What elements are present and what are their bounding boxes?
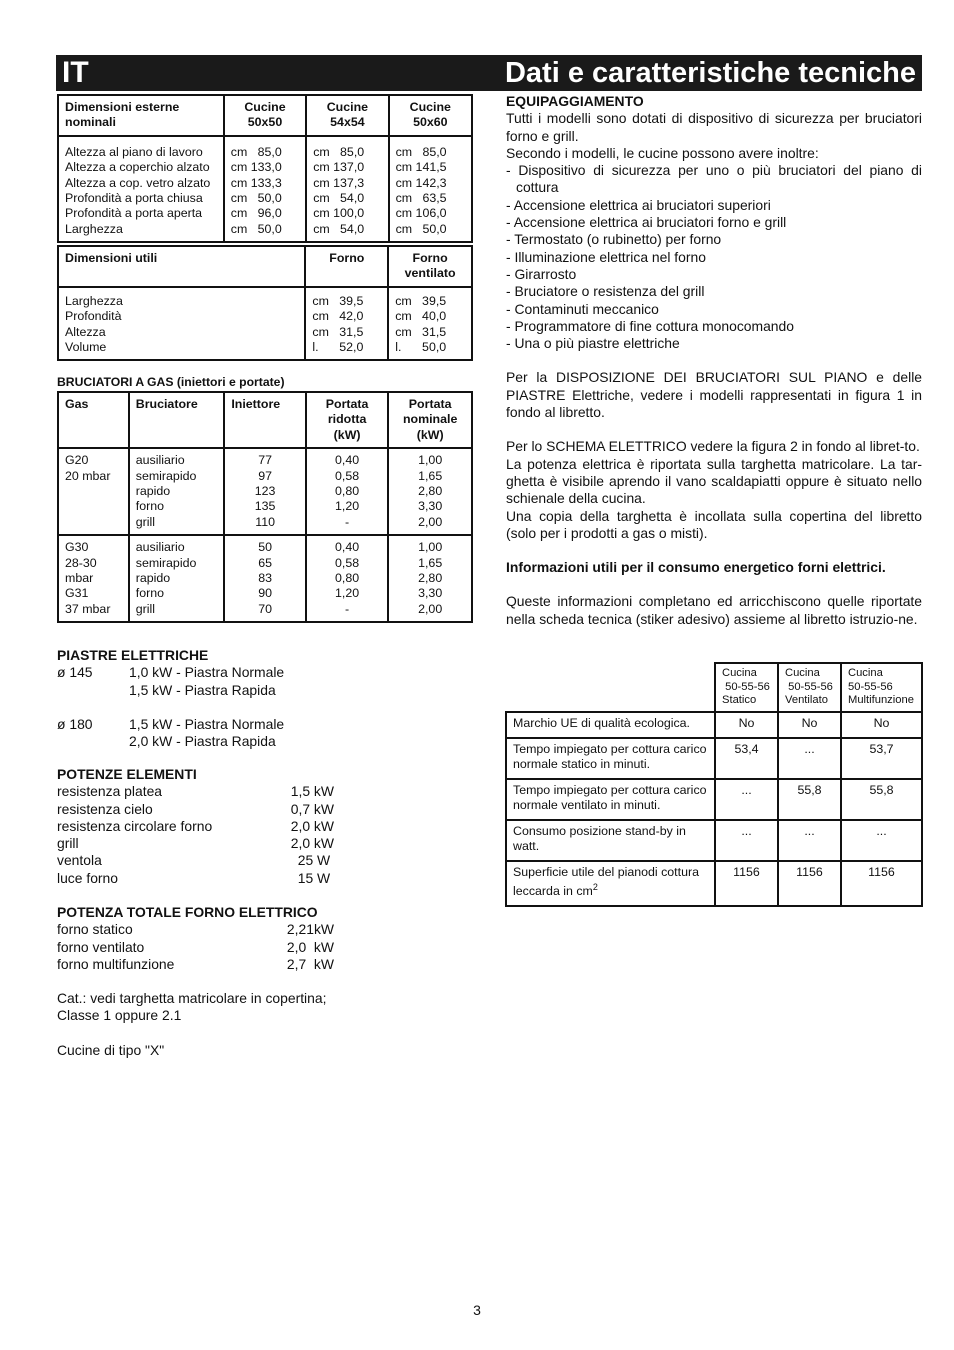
- list-item: forno multifunzione 2,7 kW: [57, 955, 334, 972]
- table-cell: No: [778, 712, 841, 738]
- table-cell: G30 28-30 mbar G31 37 mbar: [58, 535, 129, 622]
- table-cell: cm 39,5 cm 42,0 cm 31,5 l. 52,0: [305, 287, 388, 361]
- list-item: resistenza cielo 0,7 kW: [57, 800, 334, 817]
- plate-size: ø 145: [57, 664, 93, 681]
- category-line: Cat.: vedi targhetta matricolare in copertina;: [57, 990, 327, 1006]
- table-header: Cucina 50-55-56 Multifunzione: [841, 663, 922, 712]
- type-line: Cucine di tipo "X": [57, 1041, 165, 1058]
- list-item: forno ventilato 2,0 kW: [57, 938, 334, 955]
- list-item: grill 2,0 kW: [57, 835, 334, 852]
- gas-burners-label: BRUCIATORI A GAS (iniettori e portate): [57, 375, 285, 389]
- table-cell: ausiliario semirapido rapido forno grill: [129, 448, 225, 535]
- electric-plates-section: [57, 647, 357, 750]
- table-cell: Superficie utile del pianodi cottura leccarda in $cm^2$: [506, 861, 715, 906]
- table-header: Cucine 50x60: [389, 95, 472, 136]
- table-cell: 0,40 0,58 0,80 1,20 -: [306, 535, 388, 622]
- paragraph: Queste informazioni completano ed arricchiscono quelle riportate nella scheda tecnica (stiker adesivo) assieme al libretto istruzio-ne.: [506, 593, 922, 627]
- table-row: [506, 712, 922, 738]
- class-line: Classe 1 oppure 2.1: [57, 1007, 182, 1024]
- section-heading: Informazioni utili per il consumo energetico forni elettrici.: [506, 559, 886, 576]
- table-cell: cm 85,0 cm 133,0 cm 133,3 cm 50,0 cm 96,0 cm 50,0: [224, 136, 306, 242]
- section-heading: POTENZA TOTALE FORNO ELETTRICO: [57, 904, 318, 920]
- table-cell: Tempo impiegato per cottura carico normale statico in minuti.: [506, 738, 715, 779]
- list-item: - Illuminazione elettrica nel forno: [506, 248, 706, 265]
- plate-specs: 1,0 kW - Piastra Normale 1,5 kW - Piastra Rapida: [129, 664, 285, 698]
- table-row: [58, 448, 472, 535]
- table-cell: 53,4: [715, 738, 778, 779]
- total-power-section: [57, 904, 357, 973]
- element-powers-section: [57, 766, 357, 887]
- table-cell: cm 85,0 cm 141,5 cm 142,3 cm 63,5 cm 106,0 cm 50,0: [389, 136, 472, 242]
- language-code: IT: [62, 56, 89, 89]
- list-item: - Dispositivo di sicurezza per uno o più bruciatori del piano di cottura: [506, 162, 922, 196]
- equipment-section: [506, 93, 922, 628]
- table-header: Forno: [305, 246, 388, 287]
- table-cell: ...: [778, 738, 841, 779]
- paragraph: Tutti i modelli sono dotati di dispositivo di sicurezza per bruciatori forno e grill.: [506, 110, 922, 144]
- section-heading: EQUIPAGGIAMENTO: [506, 93, 644, 109]
- list-item: luce forno 15 W: [57, 869, 334, 886]
- category-section: [57, 990, 377, 1059]
- table-cell: ...: [841, 820, 922, 861]
- list-item: resistenza circolare forno 2,0 kW: [57, 817, 334, 834]
- table-header: Portata nominale (kW): [388, 392, 472, 448]
- table-cell: 0,40 0,58 0,80 1,20 -: [306, 448, 388, 535]
- paragraph: Per lo SCHEMA ELETTRICO vedere la figura 2 in fondo al libret-to.: [506, 438, 920, 455]
- table-header: Iniettore: [224, 392, 306, 448]
- list-item: - Termostato (o rubinetto) per forno: [506, 231, 722, 248]
- energy-info-table: [505, 662, 923, 907]
- list-item: ventola 25 W: [57, 852, 334, 869]
- table-cell: 1,00 1,65 2,80 3,30 2,00: [388, 448, 472, 535]
- paragraph: Per la DISPOSIZIONE DEI BRUCIATORI SUL PIANO e delle PIASTRE Elettriche, vedere i modelli rappresentati in figura 1 in fondo al libretto.: [506, 369, 922, 421]
- table-cell: 77 97 123 135 110: [224, 448, 306, 535]
- table-header: Dimensioni esterne nominali: [58, 95, 224, 136]
- paragraph: Una copia della targhetta è incollata sulla copertina del libretto (solo per i prodotti a gas o misti).: [506, 507, 922, 541]
- table-header: Dimensioni utili: [58, 246, 305, 287]
- table-cell: 1,00 1,65 2,80 3,30 2,00: [388, 535, 472, 622]
- external-dimensions-table: [57, 94, 473, 243]
- table-cell: 55,8: [778, 779, 841, 820]
- empty-corner-cell: [506, 663, 715, 712]
- table-cell: ...: [715, 779, 778, 820]
- table-header: Cucina 50-55-56 Statico: [715, 663, 778, 712]
- table-header: Portata ridotta (kW): [306, 392, 388, 448]
- plate-specs: 1,5 kW - Piastra Normale 2,0 kW - Piastra Rapida: [129, 715, 285, 750]
- table-row: [58, 535, 472, 622]
- plate-size: ø 180: [57, 715, 93, 732]
- table-cell: cm 85,0 cm 137,0 cm 137,3 cm 54,0 cm 100,0 cm 54,0: [306, 136, 388, 242]
- table-cell: 1156: [778, 861, 841, 906]
- table-header: Cucina 50-55-56 Ventilato: [778, 663, 841, 712]
- table-cell: G20 20 mbar: [58, 448, 129, 535]
- table-cell: No: [715, 712, 778, 738]
- section-heading: PIASTRE ELETTRICHE: [57, 647, 209, 663]
- table-cell: 1156: [841, 861, 922, 906]
- table-cell: 50 65 83 90 70: [224, 535, 306, 622]
- table-cell: Larghezza Profondità Altezza Volume: [58, 287, 305, 361]
- table-row: [506, 738, 922, 779]
- table-cell: Tempo impiegato per cottura carico normale ventilato in minuti.: [506, 779, 715, 820]
- table-row: [506, 820, 922, 861]
- table-cell: 1156: [715, 861, 778, 906]
- paragraph: Secondo i modelli, le cucine possono avere inoltre:: [506, 144, 819, 161]
- table-header: Cucine 54x54: [306, 95, 388, 136]
- paragraph: La potenza elettrica è riportata sulla targhetta matricolare. La tar-ghetta è visibile aprendo il vano scaldapiatti oppure è situato nello schienale della cucina.: [506, 455, 922, 507]
- table-cell: Marchio UE di qualità ecologica.: [506, 712, 715, 738]
- list-item: forno statico 2,21kW: [57, 921, 334, 938]
- table-cell: 53,7: [841, 738, 922, 779]
- table-header: Gas: [58, 392, 129, 448]
- list-item: - Bruciatore o resistenza del grill: [506, 283, 705, 300]
- page-number: 3: [473, 1302, 481, 1318]
- table-cell: 55,8: [841, 779, 922, 820]
- page-title: Dati e caratteristiche tecniche: [504, 57, 916, 89]
- list-item: - Accensione elettrica ai bruciatori forno e grill: [506, 214, 787, 231]
- list-item: - Accensione elettrica ai bruciatori superiori: [506, 196, 771, 213]
- list-item: resistenza platea 1,5 kW: [57, 783, 334, 800]
- usable-dimensions-table: [57, 245, 473, 361]
- gas-burners-table: [57, 391, 473, 623]
- list-item: - Una o più piastre elettriche: [506, 335, 680, 352]
- table-header: Forno ventilato: [388, 246, 472, 287]
- table-header: Cucine 50x50: [224, 95, 306, 136]
- table-cell: ausiliario semirapido rapido forno grill: [129, 535, 225, 622]
- table-cell: No: [841, 712, 922, 738]
- table-cell: ...: [715, 820, 778, 861]
- table-header: Bruciatore: [129, 392, 225, 448]
- table-row: [506, 861, 922, 906]
- list-item: - Girarrosto: [506, 265, 577, 282]
- table-cell: Consumo posizione stand-by in watt.: [506, 820, 715, 861]
- page-header: [56, 55, 922, 91]
- section-heading: POTENZE ELEMENTI: [57, 766, 197, 782]
- list-item: - Programmatore di fine cottura monocomando: [506, 317, 794, 334]
- list-item: - Contaminuti meccanico: [506, 300, 659, 317]
- table-row: [506, 779, 922, 820]
- table-cell: cm 39,5 cm 40,0 cm 31,5 l. 50,0: [388, 287, 472, 361]
- table-cell: ...: [778, 820, 841, 861]
- table-cell: Altezza al piano di lavoro Altezza a coperchio alzato Altezza a cop. vetro alzato Profondità a porta chiusa Profondità a porta aperta Larghezza: [58, 136, 224, 242]
